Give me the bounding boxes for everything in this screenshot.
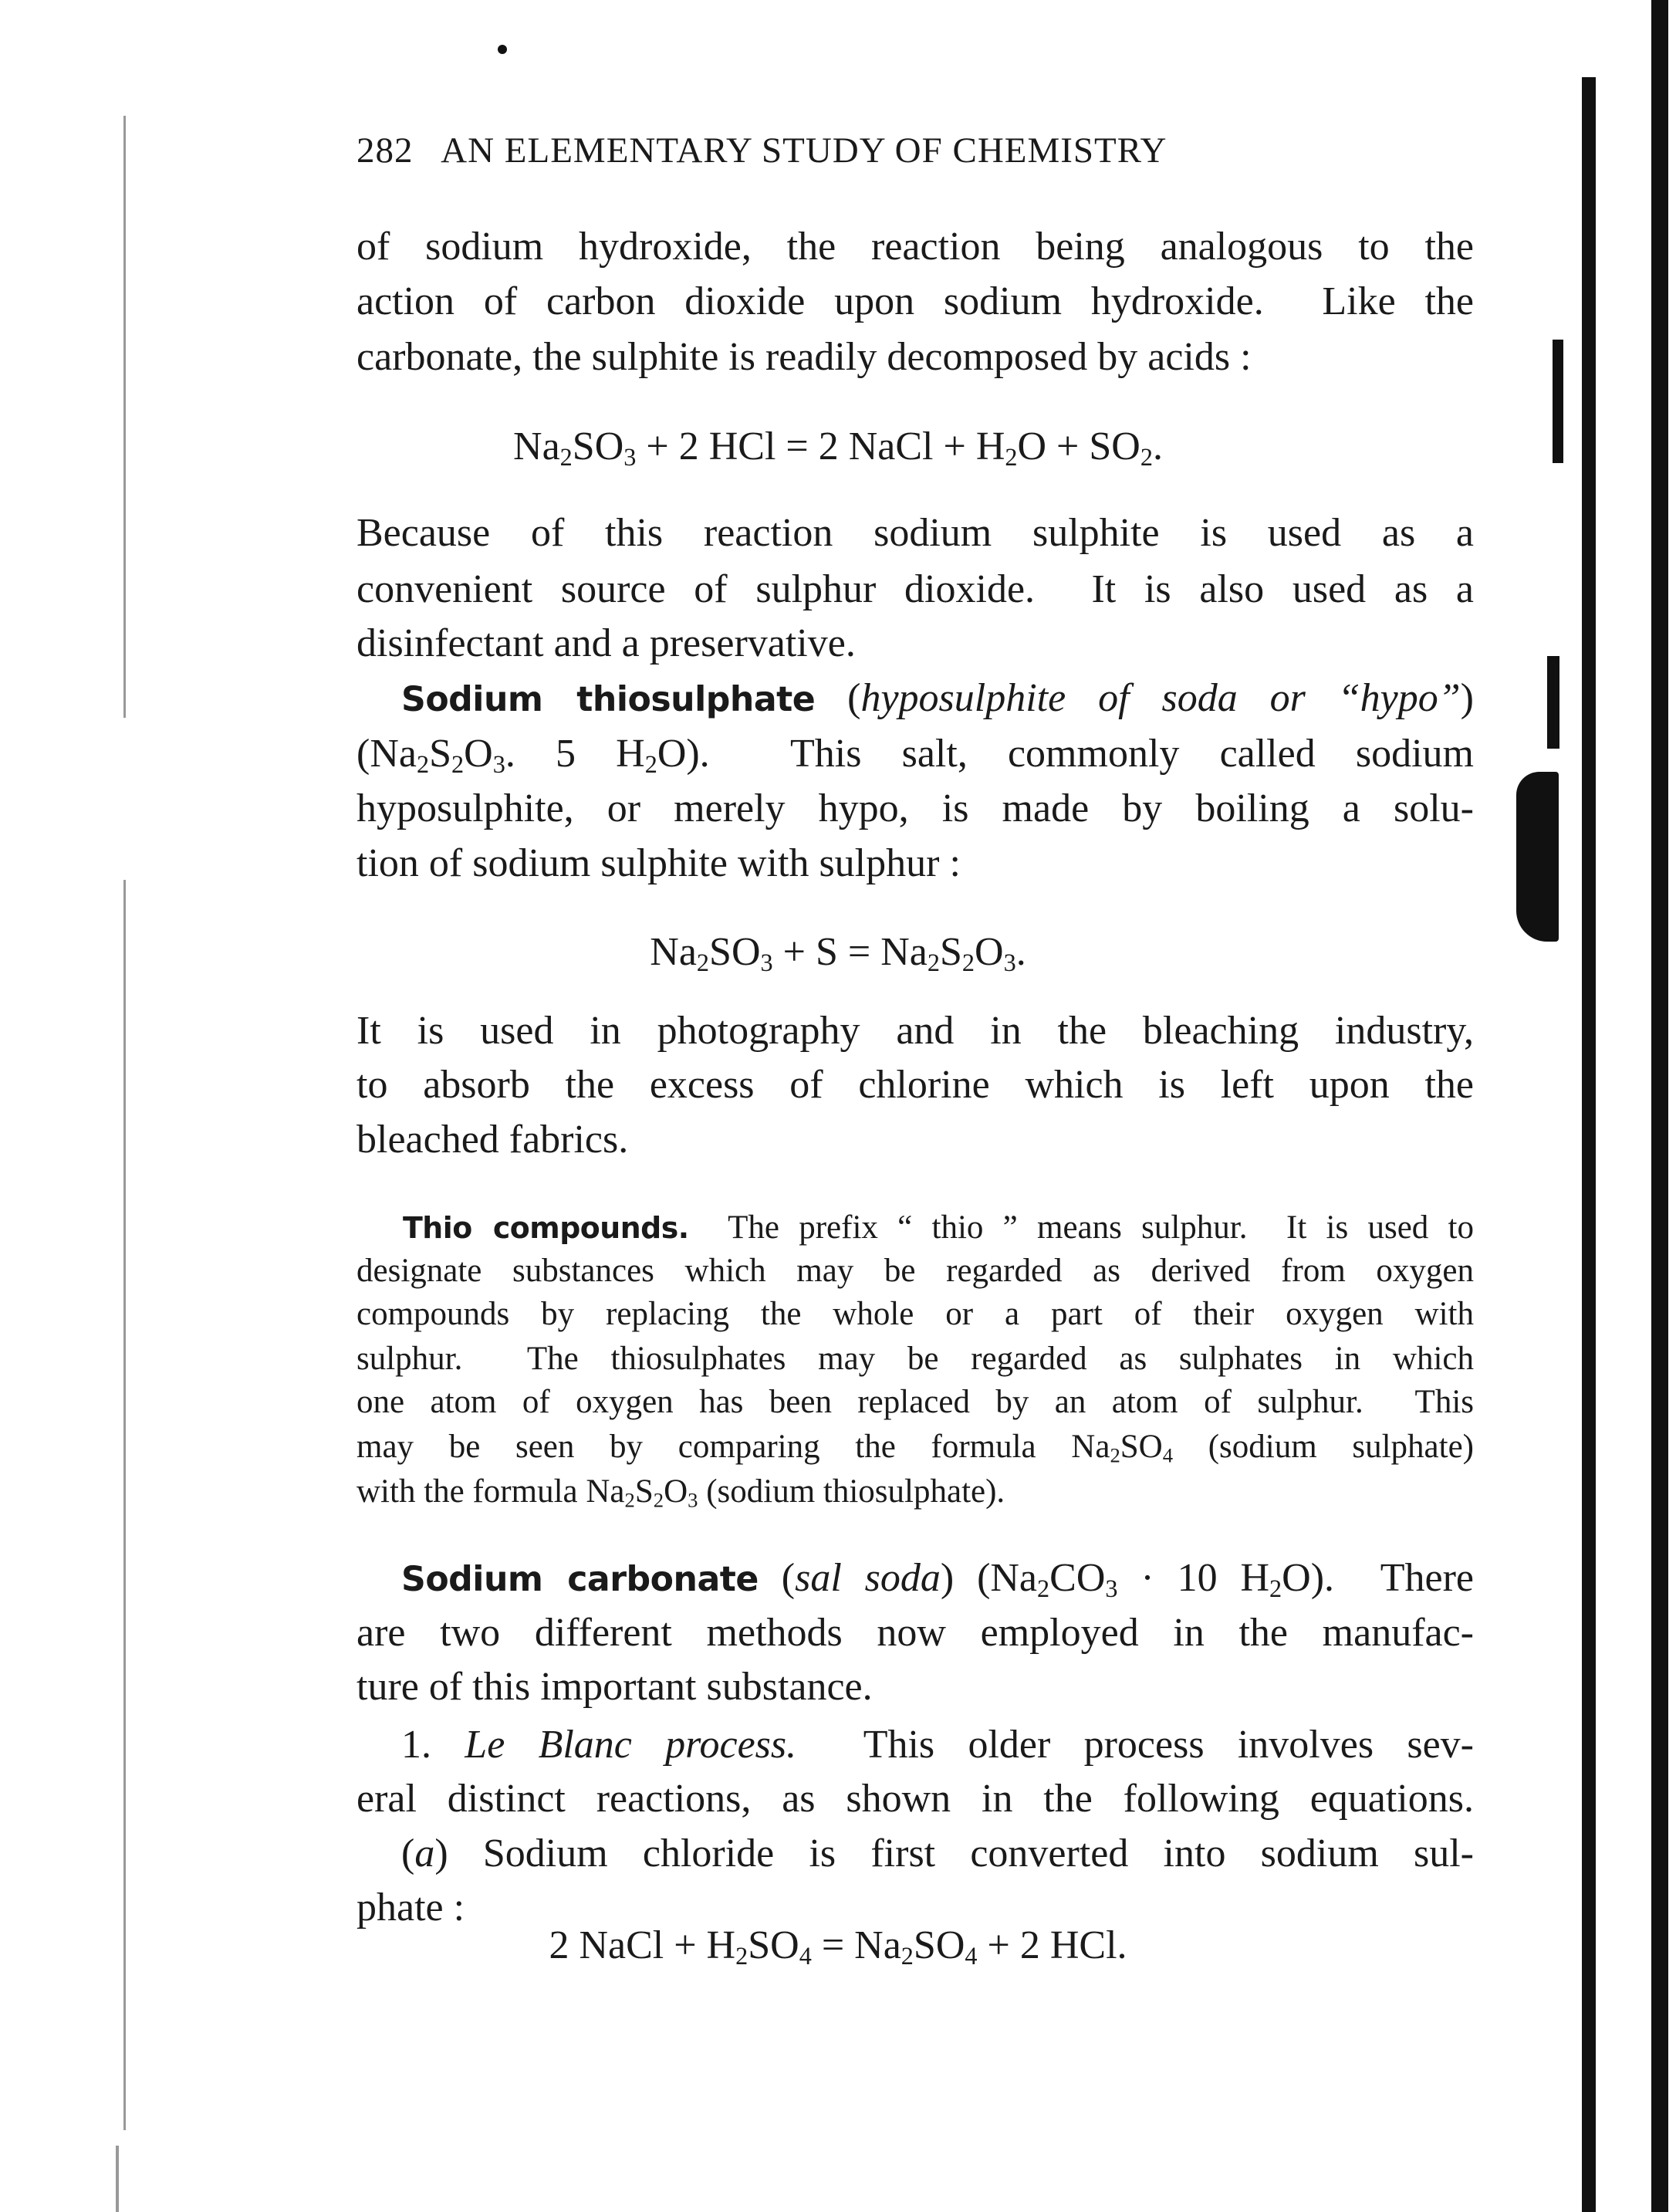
note-line: with the formula $Na_2S_2O_3$ (sodium thiosulphate). [356, 1473, 1005, 1512]
paragraph-line: It is used in photography and in the bleaching industry, [356, 1009, 1474, 1053]
equation-thiosulphate: $Na_2SO_3 + S = Na_2S_2O_3$. [650, 930, 1026, 977]
paragraph-line: phate : [356, 1886, 465, 1930]
note-line: designate substances which may be regarded as derived from oxygen [356, 1253, 1474, 1289]
equation-nacl-h2so4: 2 NaCl + $H_2SO_4 = Na_2SO_4 + 2$ HCl. [549, 1923, 1127, 1970]
paragraph-line: ($Na_2S_2O_3$. 5 $H_2O$). This salt, commonly called sodium [356, 732, 1474, 779]
running-header [356, 130, 1167, 171]
note-line: one atom of oxygen has been replaced by an atom of sulphur. This [356, 1384, 1474, 1420]
scan-edge-left [123, 116, 126, 718]
note-line: may be seen by comparing the formula $Na_2SO_4$ (sodium sulphate) [356, 1429, 1474, 1467]
scan-edge-right-bar-2 [1651, 0, 1668, 2212]
scan-edge-right-bar [1582, 77, 1596, 2212]
step-a-line: (a) Sodium chloride is first converted into sodium sul- [401, 1831, 1474, 1875]
paragraph-line: hyposulphite, or merely hypo, is made by boiling a solu- [356, 786, 1474, 830]
paragraph-line: action of carbon dioxide upon sodium hydroxide. Like the [356, 279, 1474, 323]
paragraph-line: Because of this reaction sodium sulphite is used as a [356, 511, 1474, 555]
paragraph-line: ture of this important substance. [356, 1665, 873, 1709]
paragraph-line: bleached fabrics. [356, 1118, 629, 1162]
le-blanc-process-line: 1. Le Blanc process. This older process involves sev- [401, 1723, 1474, 1767]
paragraph-line: tion of sodium sulphite with sulphur : [356, 841, 961, 885]
paragraph-line: eral distinct reactions, as shown in the following equations. [356, 1777, 1474, 1821]
scan-edge-left-3 [116, 2146, 119, 2212]
note-line: compounds by replacing the whole or a part of their oxygen with [356, 1296, 1474, 1332]
note-line: sulphur. The thiosulphates may be regarded as sulphates in which [356, 1341, 1474, 1377]
running-title: AN ELEMENTARY STUDY OF CHEMISTRY [441, 130, 1167, 171]
paragraph-line: of sodium hydroxide, the reaction being analogous to the [356, 225, 1474, 269]
paragraph-line: are two different methods now employed in the manufac- [356, 1611, 1474, 1655]
scan-edge-right-mark-2 [1547, 656, 1559, 749]
paragraph-line: disinfectant and a preservative. [356, 621, 856, 665]
paragraph-line: to absorb the excess of chlorine which is left upon the [356, 1063, 1474, 1107]
section-heading-sodium-thiosulphate: Sodium thiosulphate (hyposulphite of soda or “hypo”) [401, 676, 1474, 720]
equation-sulphite-hcl: $Na_2SO_3 + 2$ HCl = 2 NaCl + $H_2O + SO_2$. [513, 424, 1163, 472]
note-heading-thio-compounds: Thio compounds. The prefix “ thio ” means sulphur. It is used to [403, 1209, 1474, 1246]
paragraph-line: convenient source of sulphur dioxide. It is also used as a [356, 567, 1474, 611]
page-number: 282 [356, 130, 414, 171]
paragraph-line: carbonate, the sulphite is readily decomposed by acids : [356, 335, 1252, 379]
scan-edge-right-mark-3 [1516, 772, 1559, 942]
section-heading-sodium-carbonate: Sodium carbonate (sal soda) ($Na_2CO_3 \cdot 10$ $H_2O$). There [401, 1556, 1474, 1603]
scan-dot [498, 45, 507, 54]
